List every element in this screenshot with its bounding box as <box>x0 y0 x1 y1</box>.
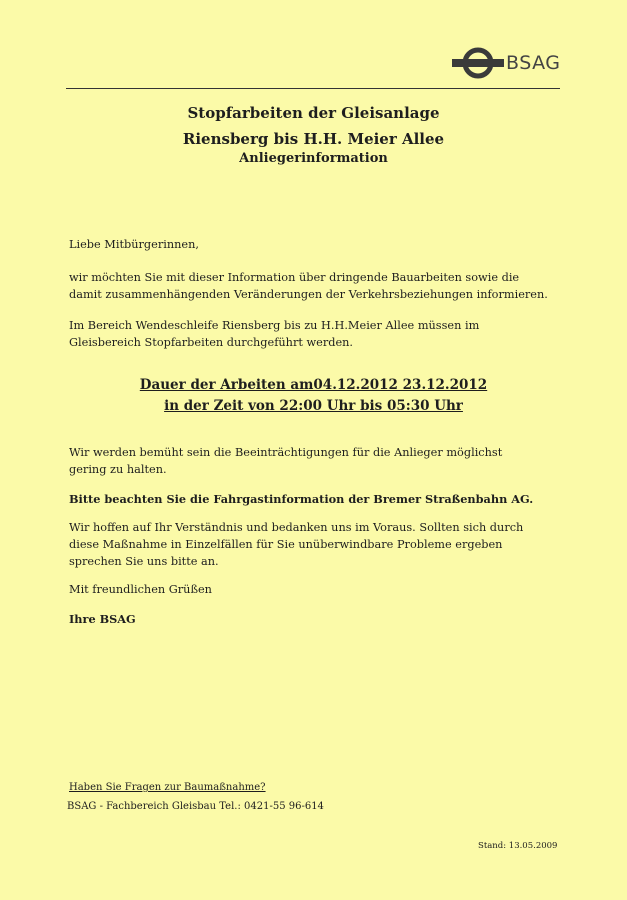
duration-dates: Dauer der Arbeiten am04.12.2012 23.12.2012 <box>139 377 488 393</box>
signature: Ihre BSAG <box>69 612 136 626</box>
paragraph-passenger-info: Bitte beachten Sie die Fahrgastinformation der Bremer Straßenbahn AG. <box>69 492 534 506</box>
bsag-logo-icon <box>452 46 504 80</box>
footer-contact: BSAG - Fachbereich Gleisbau Tel.: 0421-55 96-614 <box>67 801 324 812</box>
duration-times: in der Zeit von 22:00 Uhr bis 05:30 Uhr <box>164 398 463 414</box>
paragraph-impact: Wir werden bemüht sein die Beeinträchtigungen für die Anlieger möglichst gering zu halten. <box>69 446 503 476</box>
title-line-3: Anliegerinformation <box>239 151 388 166</box>
paragraph-contact: Wir hoffen auf Ihr Verständnis und bedanken uns im Voraus. Sollten sich durch diese Maßnahme in Einzelfällen für Sie unüberwindbare Probleme ergeben sprechen Sie uns bitte an. <box>69 521 524 568</box>
closing: Mit freundlichen Grüßen <box>69 583 212 596</box>
header-rule <box>66 88 560 89</box>
salutation: Liebe Mitbürgerinnen, <box>69 238 199 251</box>
title-line-2: Riensberg bis H.H. Meier Allee <box>182 130 445 148</box>
bsag-logo <box>452 46 562 80</box>
paragraph-intro: wir möchten Sie mit dieser Information über dringende Bauarbeiten sowie die damit zusammenhängenden Veränderungen der Verkehrsbeziehungen informieren. <box>69 271 548 301</box>
logo-text: BSAG <box>506 52 561 74</box>
title-line-1: Stopfarbeiten der Gleisanlage <box>187 104 440 122</box>
paragraph-location: Im Bereich Wendeschleife Riensberg bis zu H.H.Meier Allee müssen im Gleisbereich Stopfarbeiten durchgeführt werden. <box>69 319 480 349</box>
footer-question: Haben Sie Fragen zur Baumaßnahme? <box>69 782 266 793</box>
footer-stand-date: Stand: 13.05.2009 <box>478 841 558 851</box>
